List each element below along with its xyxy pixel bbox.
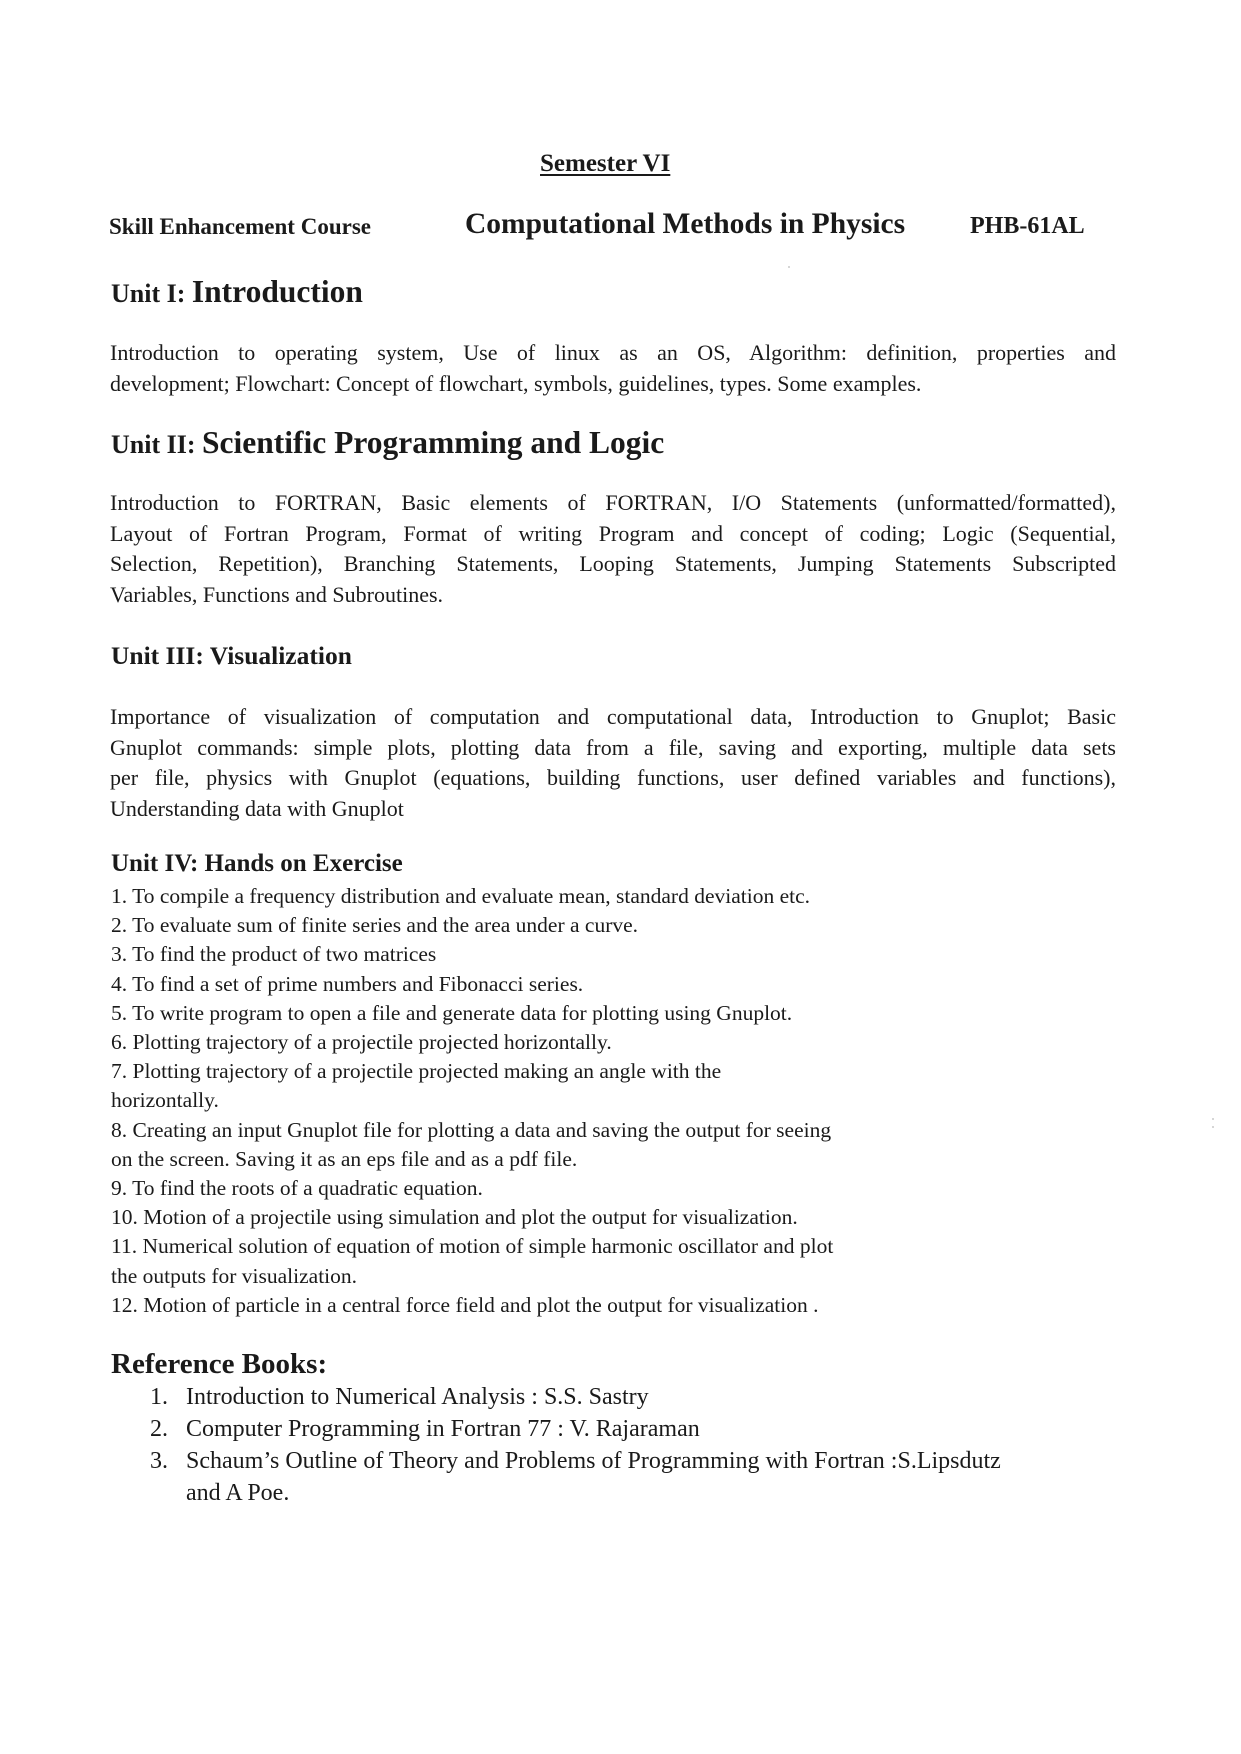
- paragraph-line: development; Flowchart: Concept of flowchart, symbols, guidelines, types. Some examples.: [110, 370, 922, 396]
- scan-speck: [788, 266, 790, 268]
- paragraph-line: Layout of Fortran Program, Format of writing Program and concept of coding; Logic (Sequential,: [110, 520, 1116, 546]
- exercise-line: the outputs for visualization.: [111, 1263, 358, 1288]
- exercise-line: 10. Motion of a projectile using simulation and plot the output for visualization.: [111, 1205, 798, 1230]
- course-type: Skill Enhancement Course: [109, 214, 371, 239]
- exercise-line: 4. To find a set of prime numbers and Fibonacci series.: [111, 971, 584, 996]
- unit-4-heading: Unit IV: Hands on Exercise: [111, 850, 403, 877]
- reference-number: 1.: [150, 1384, 168, 1410]
- reference-text: Computer Programming in Fortran 77 : V. Rajaraman: [186, 1416, 700, 1442]
- reference-item: [150, 1445, 1001, 1509]
- scan-speck: [1212, 1118, 1214, 1120]
- exercise-line: 7. Plotting trajectory of a projectile projected making an angle with the: [111, 1059, 722, 1084]
- exercise-line: 5. To write program to open a file and generate data for plotting using Gnuplot.: [111, 1000, 793, 1025]
- exercise-line: 9. To find the roots of a quadratic equation.: [111, 1176, 483, 1201]
- unit-2-prefix: Unit II:: [111, 430, 203, 459]
- exercise-line: on the screen. Saving it as an eps file and as a pdf file.: [111, 1146, 578, 1171]
- exercise-line: 8. Creating an input Gnuplot file for plotting a data and saving the output for seeing: [111, 1117, 832, 1142]
- reference-item: [150, 1413, 1001, 1445]
- paragraph-line: Importance of visualization of computation and computational data, Introduction to Gnuplot; Basic: [110, 704, 1116, 729]
- paragraph-line: Introduction to operating system, Use of linux as an OS, Algorithm: definition, properties and: [110, 340, 1116, 365]
- unit-1-heading: [111, 274, 363, 310]
- paragraph-line: Selection, Repetition), Branching Statements, Looping Statements, Jumping Statements Subscripted: [110, 551, 1116, 576]
- paragraph-line: Gnuplot commands: simple plots, plotting data from a file, saving and exporting, multiple data sets: [110, 734, 1116, 760]
- unit-2-title: Scientific Programming and Logic: [202, 425, 665, 460]
- exercise-line: 11. Numerical solution of equation of motion of simple harmonic oscillator and plot: [111, 1234, 834, 1259]
- reference-text: Introduction to Numerical Analysis : S.S. Sastry: [186, 1384, 649, 1410]
- exercise-line: 6. Plotting trajectory of a projectile projected horizontally.: [111, 1030, 612, 1055]
- scan-speck: [1212, 1126, 1214, 1128]
- unit-3-description: [110, 702, 1116, 824]
- course-code: PHB-61AL: [970, 213, 1085, 239]
- reference-item: [150, 1381, 1001, 1413]
- unit-2-heading: [111, 425, 664, 461]
- exercise-line: 3. To find the product of two matrices: [111, 942, 437, 967]
- reference-number: 3.: [150, 1448, 168, 1474]
- unit-3-heading: Unit III: Visualization: [111, 641, 352, 670]
- reference-books-heading: Reference Books:: [111, 1348, 328, 1380]
- exercise-line: 12. Motion of particle in a central force field and plot the output for visualization .: [111, 1292, 819, 1317]
- exercise-line: horizontally.: [111, 1088, 219, 1113]
- reference-text-continuation: and A Poe.: [186, 1480, 290, 1506]
- unit-1-title: Introduction: [191, 274, 363, 309]
- unit-1-description: [110, 338, 1116, 399]
- paragraph-line: Introduction to FORTRAN, Basic elements of FORTRAN, I/O Statements (unformatted/formatted),: [110, 490, 1116, 515]
- unit-1-prefix: Unit I:: [111, 279, 192, 308]
- exercise-list: [111, 882, 833, 1320]
- reference-text: Schaum’s Outline of Theory and Problems of Programming with Fortran :S.Lipsdutz: [186, 1448, 1001, 1474]
- exercise-line: 2. To evaluate sum of finite series and the area under a curve.: [111, 913, 639, 938]
- paragraph-line: per file, physics with Gnuplot (equations, building functions, user defined variables and functions),: [110, 765, 1116, 790]
- reference-list: [150, 1381, 1001, 1509]
- unit-2-description: [110, 488, 1116, 610]
- exercise-line: 1. To compile a frequency distribution and evaluate mean, standard deviation etc.: [111, 884, 811, 908]
- paragraph-line: Variables, Functions and Subroutines.: [110, 581, 444, 607]
- reference-number: 2.: [150, 1416, 168, 1442]
- semester-heading: Semester VI: [540, 150, 671, 177]
- paragraph-line: Understanding data with Gnuplot: [110, 795, 404, 821]
- course-title: Computational Methods in Physics: [465, 208, 906, 240]
